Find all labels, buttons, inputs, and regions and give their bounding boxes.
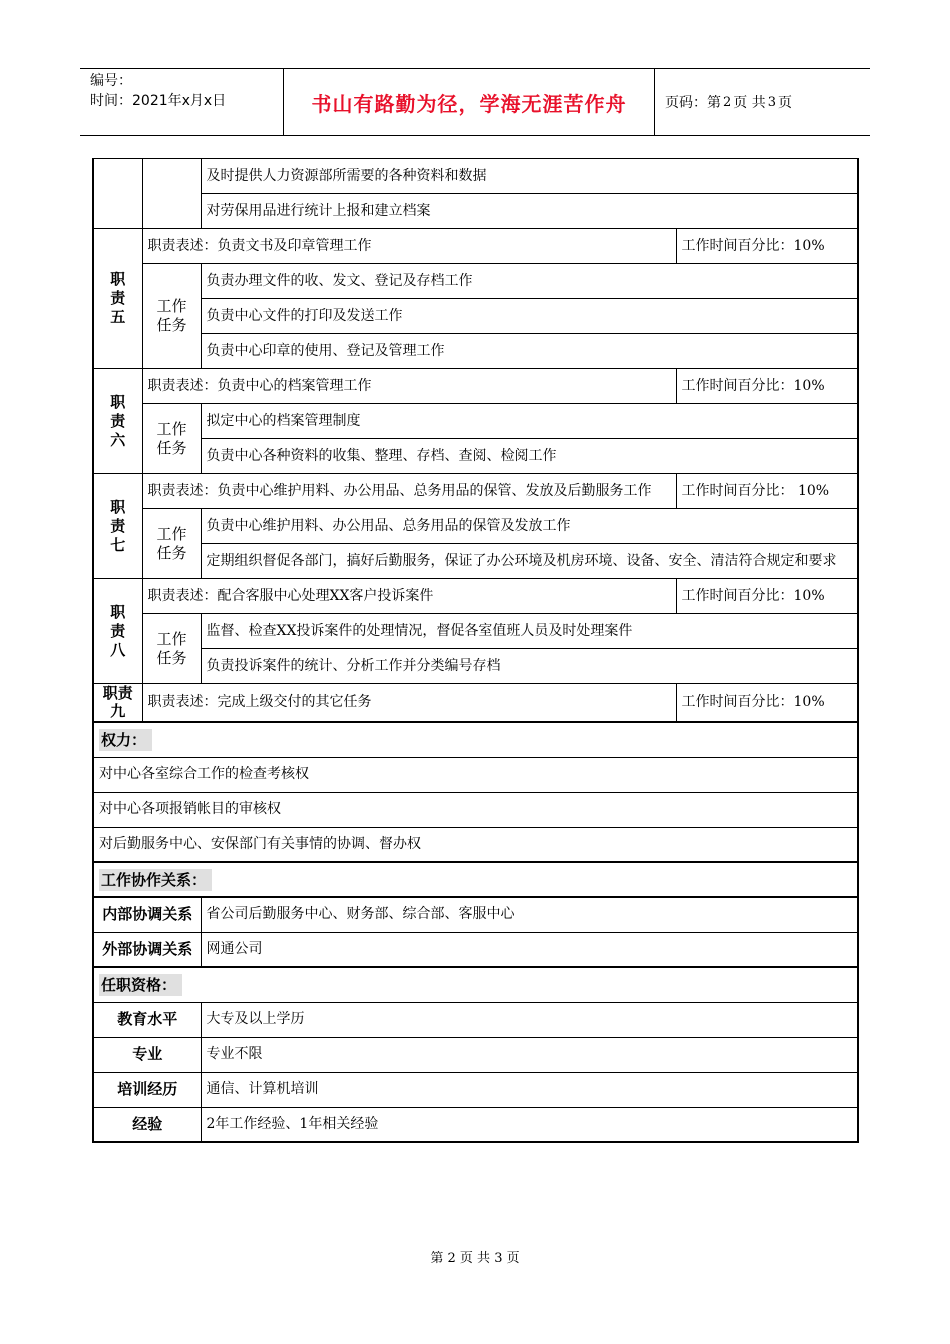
table-row (93, 932, 858, 967)
duty-5-description: 职责表述：负责文书及印章管理工作 (142, 229, 676, 264)
duty-label-text: 职责六 (110, 392, 126, 449)
duty-7-description: 职责表述：负责中心维护用料、办公用品、总务用品的保管、发放及后勤服务工作 (142, 474, 676, 509)
task-item: 拟定中心的档案管理制度 (201, 404, 858, 439)
table-row (93, 404, 858, 439)
power-title: 权力： (99, 729, 152, 751)
task-item: 负责中心各种资料的收集、整理、存档、查阅、检阅工作 (201, 439, 858, 474)
table-row (93, 722, 858, 757)
relations-section-header (93, 862, 858, 897)
task-label-cell (142, 159, 201, 229)
table-row (93, 509, 858, 544)
duty-5-percent: 工作时间百分比：10% (676, 229, 858, 264)
table-row (93, 827, 858, 862)
task-item: 负责办理文件的收、发文、登记及存档工作 (201, 264, 858, 299)
task-item: 及时提供人力资源部所需要的各种资料和数据 (201, 159, 858, 194)
external-relations-value: 网通公司 (201, 932, 858, 967)
page-total: 3 (767, 94, 777, 110)
table-row (93, 757, 858, 792)
duty-6-percent: 工作时间百分比：10% (676, 369, 858, 404)
table-row (93, 439, 858, 474)
document-code-label: 编号： (90, 73, 132, 89)
table-row (93, 897, 858, 932)
power-item: 对中心各室综合工作的检查考核权 (93, 757, 858, 792)
duty-9-percent: 工作时间百分比：10% (676, 684, 858, 723)
document-date: 时间：2021年x月x日 (90, 93, 227, 109)
major-value: 专业不限 (201, 1037, 858, 1072)
duty-6-description: 职责表述：负责中心的档案管理工作 (142, 369, 676, 404)
duty-9-label (93, 684, 142, 723)
duty-9-description: 职责表述：完成上级交付的其它任务 (142, 684, 676, 723)
table-row (93, 1037, 858, 1072)
task-label (142, 614, 201, 684)
task-label (142, 264, 201, 369)
power-item: 对后勤服务中心、安保部门有关事情的协调、督办权 (93, 827, 858, 862)
table-row (93, 1107, 858, 1142)
table-row (93, 544, 858, 579)
task-label-text: 工作任务 (156, 629, 187, 667)
task-label (142, 509, 201, 579)
table-row (93, 614, 858, 649)
education-label: 教育水平 (93, 1002, 201, 1037)
table-row (93, 474, 858, 509)
header-page-number (655, 69, 870, 135)
duty-8-label (93, 579, 142, 684)
task-item: 负责中心维护用料、办公用品、总务用品的保管及发放工作 (201, 509, 858, 544)
power-section-header (93, 722, 858, 757)
job-description-table (92, 158, 859, 1143)
duty-7-percent: 工作时间百分比： 10% (676, 474, 858, 509)
table-row (93, 194, 858, 229)
duty-6-label (93, 369, 142, 474)
table-row (93, 299, 858, 334)
page-prefix: 页码：第 (665, 95, 721, 111)
table-row (93, 264, 858, 299)
duty-label-text: 职责五 (110, 270, 126, 326)
training-value: 通信、计算机培训 (201, 1072, 858, 1107)
task-label-text: 工作任务 (156, 524, 187, 562)
page-header (80, 68, 870, 136)
duty-label-text: 职责七 (110, 497, 126, 554)
header-motto: 书山有路勤为径，学海无涯苦作舟 (283, 69, 655, 135)
table-row (93, 229, 858, 264)
task-label (142, 404, 201, 474)
duty-label-text: 职责九 (102, 684, 133, 720)
task-label-text: 工作任务 (156, 297, 187, 334)
table-row (93, 579, 858, 614)
qualification-section-header (93, 967, 858, 1002)
duty-label-text: 职责八 (110, 602, 126, 659)
table-row (93, 967, 858, 1002)
table-row (93, 1072, 858, 1107)
table-row (93, 1002, 858, 1037)
table-row (93, 792, 858, 827)
major-label: 专业 (93, 1037, 201, 1072)
page-current: 2 (723, 94, 732, 110)
task-item: 负责中心印章的使用、登记及管理工作 (201, 334, 858, 369)
education-value: 大专及以上学历 (201, 1002, 858, 1037)
task-item: 对劳保用品进行统计上报和建立档案 (201, 194, 858, 229)
relations-title: 工作协作关系： (99, 869, 212, 891)
internal-relations-value: 省公司后勤服务中心、财务部、综合部、客服中心 (201, 897, 858, 932)
page-mid: 页 共 (733, 95, 766, 111)
header-meta (80, 69, 283, 135)
table-row (93, 862, 858, 897)
duty-label-cell (93, 159, 142, 229)
task-item: 监督、检查XX投诉案件的处理情况，督促各室值班人员及时处理案件 (201, 614, 858, 649)
experience-value: 2年工作经验、1年相关经验 (201, 1107, 858, 1142)
table-row (93, 334, 858, 369)
training-label: 培训经历 (93, 1072, 201, 1107)
table-row (93, 649, 858, 684)
task-item: 负责中心文件的打印及发送工作 (201, 299, 858, 334)
task-item: 定期组织督促各部门，搞好后勤服务，保证了办公环境及机房环境、设备、安全、清洁符合规定和要求 (201, 544, 858, 579)
qualification-title: 任职资格： (99, 974, 182, 996)
page-suffix: 页 (778, 95, 793, 111)
duty-5-label (93, 229, 142, 369)
experience-label: 经验 (93, 1107, 201, 1142)
power-item: 对中心各项报销帐目的审核权 (93, 792, 858, 827)
external-relations-label: 外部协调关系 (93, 932, 201, 967)
duty-8-description: 职责表述：配合客服中心处理XX客户投诉案件 (142, 579, 676, 614)
duty-8-percent: 工作时间百分比：10% (676, 579, 858, 614)
internal-relations-label: 内部协调关系 (93, 897, 201, 932)
table-row (93, 684, 858, 723)
task-label-text: 工作任务 (156, 419, 187, 457)
table-row (93, 159, 858, 194)
page-footer: 第 2 页 共 3 页 (430, 1251, 520, 1266)
duty-7-label (93, 474, 142, 579)
task-item: 负责投诉案件的统计、分析工作并分类编号存档 (201, 649, 858, 684)
table-row (93, 369, 858, 404)
